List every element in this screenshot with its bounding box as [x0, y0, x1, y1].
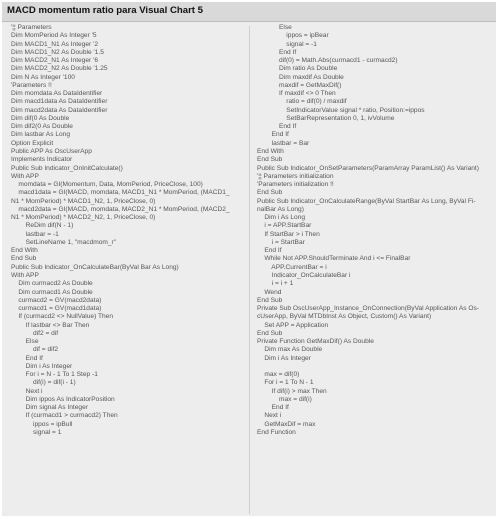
- code-line: GetMaxDif = max: [257, 420, 316, 428]
- code-line: dif = dif2: [11, 346, 59, 354]
- code-line: Public Sub Indicator_OnCalculateRange(ByVal StartBar As Long, ByVal Fi-: [257, 197, 476, 205]
- code-line: N1 * MomPeriod) * MACD2_N2, 1, PriceClose, 0): [11, 214, 156, 222]
- code-line: End If: [257, 404, 289, 412]
- code-line: Dim ippos As IndicatorPosition: [11, 395, 115, 403]
- code-line: End If: [257, 131, 289, 139]
- code-line: Dim maxdif As Double: [257, 73, 344, 81]
- code-panel: [2, 2, 496, 516]
- code-line: End If: [257, 48, 297, 56]
- code-line: Option Explicit: [11, 139, 54, 147]
- code-line: Wend: [257, 288, 282, 296]
- code-line: Dim macd2data As DataIdentifier: [11, 106, 108, 114]
- code-line: Private Function GetMaxDif() As Double: [257, 338, 374, 346]
- code-line: SetLineName 1, "macdmom_r": [11, 238, 117, 246]
- code-line: lastbar = -1: [11, 230, 59, 238]
- code-line: ippos = ipBull: [11, 420, 73, 428]
- code-line: With APP: [11, 271, 39, 279]
- code-line: Dim i As Integer: [11, 362, 73, 370]
- code-line: End Sub: [257, 189, 283, 197]
- code-line: End Function: [257, 429, 296, 437]
- code-line: 'Parameters initialization !!: [257, 181, 334, 189]
- code-line: For i = N - 1 To 1 Step -1: [11, 371, 98, 379]
- code-line: APP.CurrentBar = i: [257, 263, 327, 271]
- code-line: Dim MACD2_N2 As Double '1.25: [11, 65, 108, 73]
- code-line: End With: [257, 147, 284, 155]
- code-line: While Not APP.ShouldTerminate And i <= FinalBar: [257, 255, 411, 263]
- code-line: If lastbar <> Bar Then: [11, 321, 90, 329]
- code-line: N1 * MomPeriod) * MACD1_N2, 1, PriceClose, 0): [11, 197, 156, 205]
- code-line: curmacd2 = GV(macd2data): [11, 296, 102, 304]
- code-line: Dim MomPeriod As Integer '5: [11, 32, 97, 40]
- code-line: signal = 1: [11, 429, 62, 437]
- code-line: i = i + 1: [257, 280, 294, 288]
- code-line: max = dif(i): [257, 395, 312, 403]
- code-line: Dim max As Double: [257, 346, 323, 354]
- code-line: Public Sub Indicator_OnSetParameters(ParamArray ParamList() As Variant): [257, 164, 479, 172]
- column-divider: [249, 26, 250, 514]
- code-line: dif2 = dif: [11, 329, 59, 337]
- code-line: SetBarRepresentation 0, 1, ivVolume: [257, 114, 395, 122]
- code-line: signal = -1: [257, 40, 317, 48]
- code-line: End With: [11, 247, 38, 255]
- code-line: If (curmacd1 > curmacd2) Then: [11, 412, 118, 420]
- code-line: Dim MACD1_N1 As Integer '2: [11, 40, 99, 48]
- panel-header: [2, 2, 496, 22]
- code-line: If maxdif <> 0 Then: [257, 90, 336, 98]
- code-line: Public Sub Indicator_OnInitCalculate(): [11, 164, 123, 172]
- code-line: ratio = dif(0) / maxdif: [257, 98, 347, 106]
- code-line: curmacd1 = GV(macd1data): [11, 305, 102, 313]
- code-line: Public APP As OscUserApp: [11, 147, 92, 155]
- code-line: '¦¦ Parameters initialization: [257, 172, 334, 180]
- code-line: Dim i As Integer: [257, 354, 311, 362]
- code-line: Next i: [257, 412, 282, 420]
- code-line: Private Sub OscUserApp_Instance_OnConnection(ByVal Application As Os-: [257, 305, 479, 313]
- code-line: Dim N As Integer '100: [11, 73, 75, 81]
- code-line: Public Sub Indicator_OnCalculateBar(ByVal Bar As Long): [11, 263, 179, 271]
- code-line: dif(0) = Math.Abs(curmacd1 - curmacd2): [257, 57, 398, 65]
- code-line: ReDim dif(N - 1): [11, 222, 74, 230]
- code-line: End If: [11, 354, 43, 362]
- code-line: 'Parameters !!: [11, 81, 52, 89]
- code-line: Next i: [11, 387, 43, 395]
- code-line: For i = 1 To N - 1: [257, 379, 314, 387]
- code-line: cUserApp, ByVal MTDbInst As Object, Custom() As Variant): [257, 313, 432, 321]
- code-line: Dim i As Long: [257, 214, 306, 222]
- panel-title: MACD momentum ratio para Visual Chart 5: [7, 5, 204, 16]
- code-line: Indicator_OnCalculateBar i: [257, 271, 351, 279]
- code-line: macd1data = GI(MACD, momdata, MACD1_N1 * MomPeriod, (MACD1_: [11, 189, 230, 197]
- code-line: Implements Indicator: [11, 156, 73, 164]
- code-line: [257, 363, 493, 371]
- code-line: End If: [257, 247, 282, 255]
- code-line: Dim momdata As DataIdentifier: [11, 90, 103, 98]
- code-line: Dim curmacd2 As Double: [11, 280, 93, 288]
- code-line: i = StartBar: [257, 238, 305, 246]
- code-line: Set APP = Application: [257, 321, 329, 329]
- code-line: SetIndicatorValue signal * ratio, Position:=ippos: [257, 106, 425, 114]
- code-line: End If: [257, 123, 297, 131]
- code-line: momdata = GI(Momentum, Data, MomPeriod, PriceClose, 100): [11, 181, 203, 189]
- code-line: dif(i) = dif(i - 1): [11, 379, 76, 387]
- code-line: Else: [11, 338, 39, 346]
- code-line: If StartBar > i Then: [257, 230, 320, 238]
- code-line: lastbar = Bar: [257, 139, 310, 147]
- code-line: Dim lastbar As Long: [11, 131, 71, 139]
- code-line: maxdif = GetMaxDif(): [257, 81, 342, 89]
- code-line: max = dif(0): [257, 371, 300, 379]
- code-line: Dim dif2(0 As Double: [11, 123, 73, 131]
- code-line: With APP: [11, 172, 39, 180]
- code-line: ippos = ipBear: [257, 32, 329, 40]
- code-line: End Sub: [11, 255, 37, 263]
- code-line: Dim dif(0 As Double: [11, 114, 70, 122]
- code-line: Dim signal As Integer: [11, 404, 88, 412]
- code-column-left: [11, 24, 247, 437]
- code-line: macd2data = GI(MACD, momdata, MACD2_N1 * MomPeriod, (MACD2_: [11, 205, 230, 213]
- code-line: If dif(i) > max Then: [257, 387, 327, 395]
- code-line: nalBar As Long): [257, 205, 304, 213]
- code-line: Dim macd1data As DataIdentifier: [11, 98, 108, 106]
- code-line: End Sub: [257, 296, 283, 304]
- code-line: Dim MACD2_N1 As Integer '6: [11, 57, 99, 65]
- code-line: End Sub: [257, 329, 283, 337]
- code-line: i = APP.StartBar: [257, 222, 312, 230]
- code-line: End Sub: [257, 156, 283, 164]
- code-line: Dim curmacd1 As Double: [11, 288, 93, 296]
- code-line: If (curmacd2 <> NullValue) Then: [11, 313, 114, 321]
- code-line: Else: [257, 24, 292, 31]
- code-column-right: [257, 24, 493, 437]
- code-line: '¦¦ Parameters: [11, 24, 52, 31]
- code-line: Dim MACD1_N2 As Double '1.5: [11, 48, 104, 56]
- code-line: Dim ratio As Double: [257, 65, 338, 73]
